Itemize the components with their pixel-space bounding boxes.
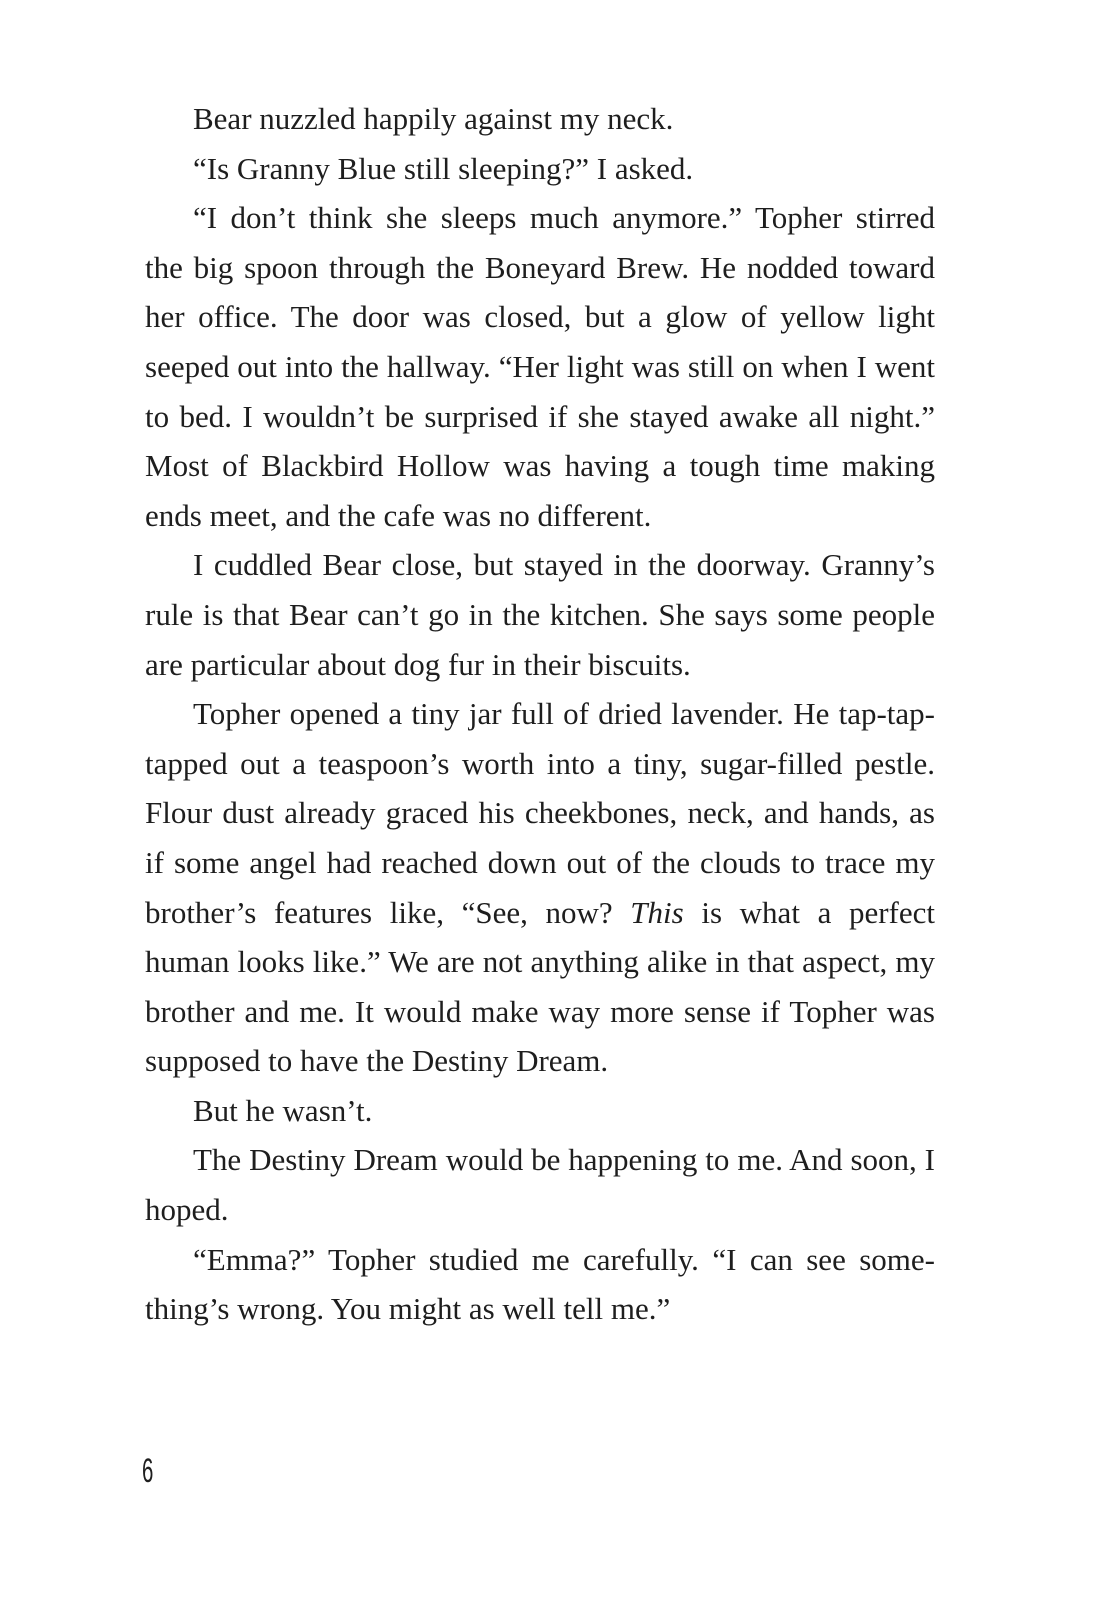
text-segment: I cuddled Bear close, but stayed in the doorway. Granny’s rule is that Bear can’t go in the kitchen. She says some people are particular about dog fur in their biscuits. [145, 547, 935, 682]
text-segment: Topher opened a tiny jar full of dried lavender. He tap-tap-tapped out a teaspoon’s worth into a tiny, sugar-filled pestle. Flour dust already graced his cheekbones, neck, and hands, as if some angel had reached down out of the clouds to trace my brother’s features like, “See, now? [145, 696, 935, 930]
italic-text: This [630, 894, 684, 930]
text-segment: But he wasn’t. [193, 1092, 373, 1128]
paragraph [145, 1086, 935, 1136]
paragraph [145, 540, 935, 689]
paragraph [145, 144, 935, 194]
page-number: 6 [142, 1452, 154, 1490]
paragraph [145, 94, 935, 144]
text-segment: The Destiny Dream would be happening to me. And soon, I hoped. [145, 1142, 935, 1228]
paragraph [145, 689, 935, 1086]
text-segment: “Emma?” Topher studied me carefully. “I can see something’s wrong. You might as well tell me.” [145, 1241, 935, 1327]
paragraph [145, 1135, 935, 1234]
text-segment: “I don’t think she sleeps much anymore.” Topher stirred the big spoon through the Boneyard Brew. He nodded toward her office. The door was closed, but a glow of yellow light seeped out into the hallway. “Her light was still on when I went to bed. I wouldn’t be surprised if she stayed awake all night.” Most of Blackbird Hollow was having a tough time making ends meet, and the cafe was no different. [145, 200, 935, 533]
paragraph [145, 1235, 935, 1334]
text-segment: Bear nuzzled happily against my neck. [193, 101, 674, 136]
body-text [145, 94, 935, 1334]
text-segment: is what a perfect human looks like.” We are not anything alike in that aspect, my brother and me. It would make way more sense if Topher was supposed to have the Destiny Dream. [145, 894, 935, 1079]
paragraph [145, 193, 935, 540]
text-segment: “Is Granny Blue still sleeping?” I asked. [193, 150, 694, 186]
